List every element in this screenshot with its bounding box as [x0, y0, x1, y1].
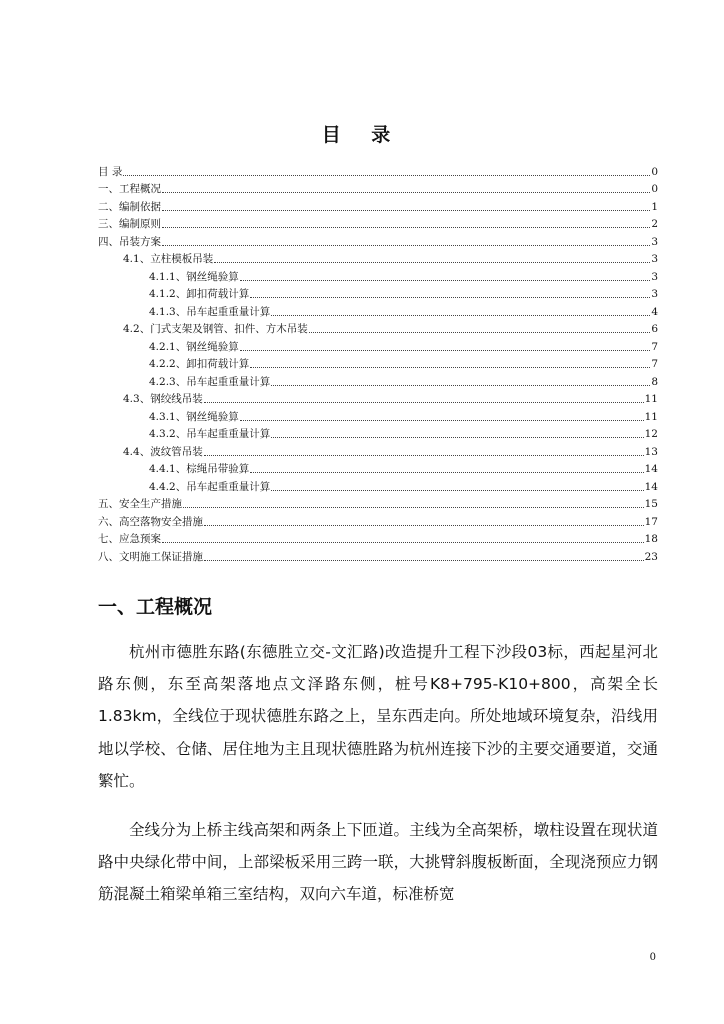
toc-entry-label: 二、编制依据 — [98, 200, 161, 213]
toc-title: 目 录 — [321, 124, 403, 146]
toc-dot-leader — [123, 174, 650, 176]
toc-entry-label: 4.4.1、棕绳吊带验算 — [149, 463, 250, 475]
toc-entry[interactable] — [98, 336, 658, 354]
toc-dot-leader — [204, 401, 644, 403]
toc-dot-leader — [240, 419, 644, 421]
toc-entry-page: 11 — [644, 410, 658, 423]
toc-dot-leader — [162, 541, 644, 543]
toc-entry[interactable] — [98, 441, 658, 459]
toc-entry-page: 3 — [651, 235, 658, 248]
toc-entry-page: 23 — [644, 550, 658, 563]
table-of-contents — [98, 161, 658, 564]
toc-entry[interactable] — [98, 214, 658, 232]
toc-dot-leader — [162, 209, 650, 211]
toc-entry-page: 7 — [651, 340, 658, 353]
toc-entry-label: 四、吊装方案 — [98, 235, 161, 248]
toc-dot-leader — [250, 471, 643, 473]
toc-entry-label: 4.3.2、吊车起重重量计算 — [149, 428, 271, 440]
toc-dot-leader — [271, 489, 643, 491]
toc-entry-label: 六、高空落物安全措施 — [98, 515, 203, 528]
toc-entry-page: 14 — [644, 480, 658, 493]
toc-entry-label: 八、文明施工保证措施 — [98, 550, 203, 563]
toc-dot-leader — [271, 314, 650, 316]
toc-entry-page: 13 — [644, 445, 658, 458]
section-heading: 一、工程概况 — [98, 596, 213, 618]
toc-dot-leader — [271, 384, 650, 386]
toc-entry-label: 4.4.2、吊车起重重量计算 — [149, 480, 271, 493]
body-paragraph-1 — [98, 636, 658, 797]
toc-entry[interactable] — [98, 371, 658, 389]
toc-entry-label: 一、工程概况 — [98, 183, 161, 195]
toc-entry-page: 1 — [651, 200, 658, 213]
toc-entry-label: 4.1.2、卸扣荷载计算 — [149, 288, 250, 300]
toc-dot-leader — [162, 191, 650, 193]
toc-entry[interactable] — [98, 196, 658, 214]
toc-entry[interactable] — [98, 494, 658, 512]
toc-entry-page: 17 — [644, 515, 658, 528]
toc-entry-label: 4.4、波纹管吊装 — [123, 445, 203, 458]
toc-entry-label: 4.1、立柱模板吊装 — [123, 253, 214, 265]
paragraph-text: 杭州市德胜东路(东德胜立交-文汇路)改造提升工程下沙段03标，西起星河北路东侧，东至高架落地点文泽路东侧，桩号K8+795-K10+800，高架全长1.83km，全线位于现状德胜东路之上，呈东西走向。所处地域环境复杂，沿线用地以学校、仓储、居住地为主且现状德胜路为杭州连接下沙的主要交通要道，交通繁忙。 — [98, 643, 658, 790]
toc-entry-page: 8 — [651, 375, 658, 388]
toc-entry-page: 2 — [651, 218, 658, 230]
toc-entry-page: 14 — [644, 463, 658, 475]
toc-dot-leader — [162, 226, 650, 228]
page-number: 0 — [649, 952, 656, 963]
toc-entry[interactable] — [98, 319, 658, 337]
toc-entry[interactable] — [98, 179, 658, 197]
toc-dot-leader — [271, 436, 643, 438]
toc-entry[interactable] — [98, 529, 658, 547]
toc-entry[interactable] — [98, 406, 658, 424]
toc-entry-page: 4 — [651, 305, 658, 318]
toc-entry-page: 3 — [651, 253, 658, 265]
toc-entry-label: 三、编制原则 — [98, 218, 161, 230]
toc-dot-leader — [240, 279, 651, 281]
paragraph-text: 全线分为上桥主线高架和两条上下匝道。主线为全高架桥，墩柱设置在现状道路中央绿化带中间，上部梁板采用三跨一联，大挑臂斜腹板断面，全现浇预应力钢筋混凝土箱梁单箱三室结构，双向六车道，标准桥宽 — [98, 821, 658, 904]
toc-entry-page: 3 — [651, 270, 658, 283]
toc-entry-page: 3 — [651, 288, 658, 300]
toc-entry-label: 4.2、门式支架及钢管、扣件、方木吊装 — [123, 323, 308, 335]
toc-entry[interactable] — [98, 546, 658, 564]
toc-entry[interactable] — [98, 301, 658, 319]
toc-entry[interactable] — [98, 249, 658, 267]
toc-entry-label: 4.2.1、钢丝绳验算 — [149, 340, 239, 353]
toc-dot-leader — [204, 524, 644, 526]
toc-dot-leader — [250, 296, 650, 298]
toc-entry[interactable] — [98, 389, 658, 407]
toc-entry-page: 12 — [644, 428, 658, 440]
toc-entry-label: 目 录 — [98, 165, 123, 178]
toc-entry-page: 11 — [644, 393, 658, 405]
toc-dot-leader — [183, 506, 644, 508]
toc-entry-page: 15 — [644, 498, 658, 510]
toc-dot-leader — [162, 244, 650, 246]
toc-entry[interactable] — [98, 424, 658, 442]
toc-dot-leader — [204, 559, 644, 561]
toc-entry[interactable] — [98, 476, 658, 494]
toc-dot-leader — [214, 261, 650, 263]
toc-entry[interactable] — [98, 511, 658, 529]
toc-entry[interactable] — [98, 266, 658, 284]
toc-entry-label: 4.3.1、钢丝绳验算 — [149, 410, 239, 423]
toc-entry-label: 4.2.2、卸扣荷载计算 — [149, 358, 250, 370]
toc-entry-label: 4.1.3、吊车起重重量计算 — [149, 305, 271, 318]
toc-entry-page: 6 — [651, 323, 658, 335]
toc-entry[interactable] — [98, 231, 658, 249]
toc-entry-label: 4.3、钢绞线吊装 — [123, 393, 203, 405]
toc-entry-label: 七、应急预案 — [98, 533, 161, 545]
toc-entry-label: 4.1.1、钢丝绳验算 — [149, 270, 239, 283]
toc-entry[interactable] — [98, 161, 658, 179]
toc-entry-page: 18 — [644, 533, 658, 545]
toc-entry-label: 4.2.3、吊车起重重量计算 — [149, 375, 271, 388]
toc-dot-leader — [204, 454, 644, 456]
toc-entry[interactable] — [98, 459, 658, 477]
toc-entry-page: 0 — [651, 165, 658, 178]
toc-entry-page: 0 — [651, 183, 658, 195]
toc-entry-label: 五、安全生产措施 — [98, 498, 182, 510]
toc-entry[interactable] — [98, 354, 658, 372]
toc-entry-page: 7 — [651, 358, 658, 370]
toc-dot-leader — [240, 349, 651, 351]
toc-dot-leader — [309, 331, 651, 333]
body-paragraph-2 — [98, 814, 658, 911]
toc-entry[interactable] — [98, 284, 658, 302]
toc-dot-leader — [250, 366, 650, 368]
